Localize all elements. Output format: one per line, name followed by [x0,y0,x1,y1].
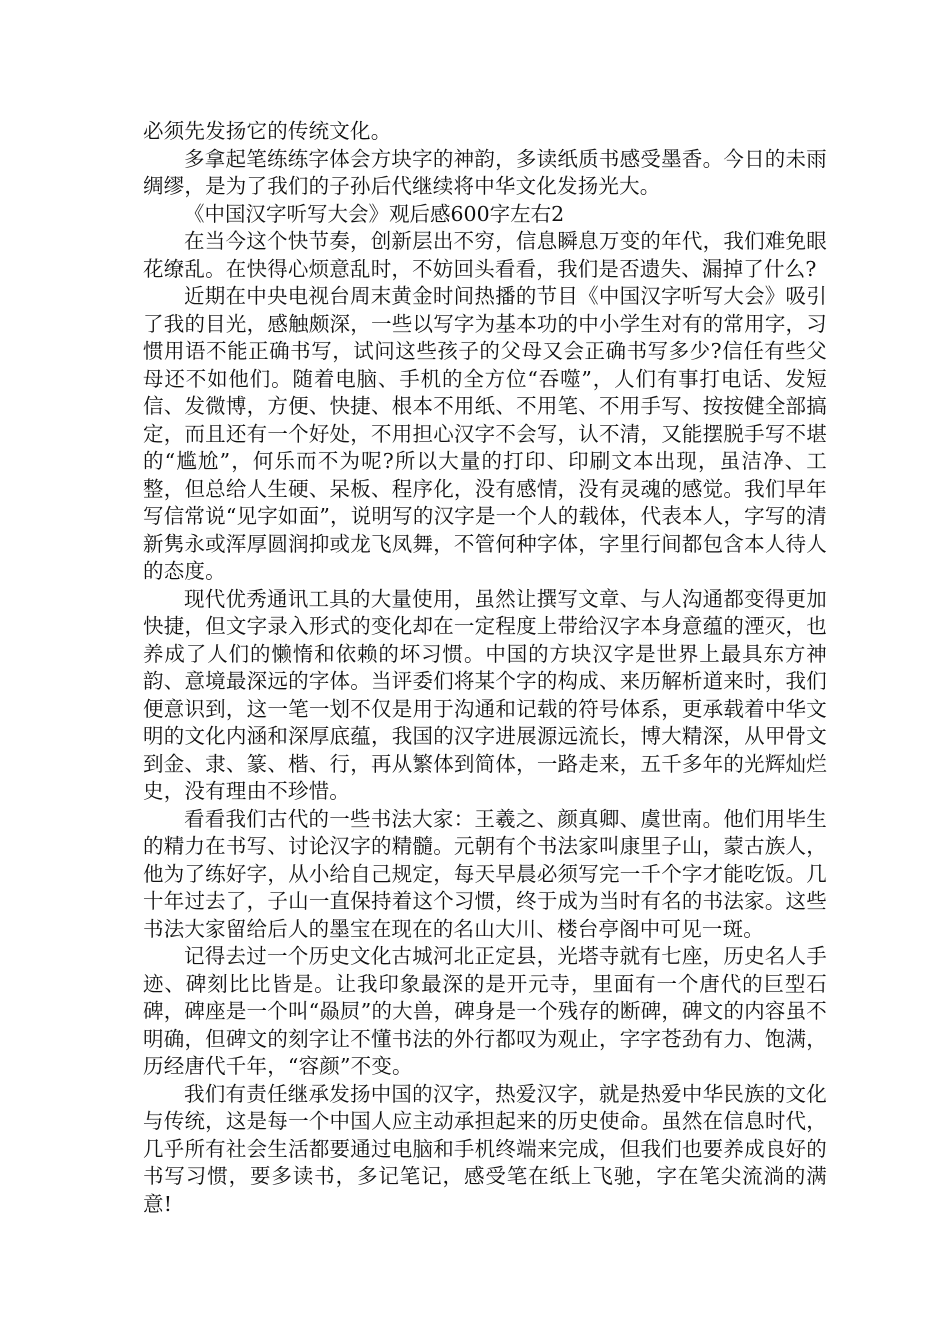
paragraph-1: 必须先发扬它的传统文化。 [143,119,392,143]
paragraph-8: 我们有责任继承发扬中国的汉字，热爱汉字，就是热爱中华民族的文化与传统，这是每一个中国人应主动承担起来的历史使命。虽然在信息时代，几乎所有社会生活都要通过电脑和手机终端来完成，但我们也要养成良好的书写习惯，要多读书，多记笔记，感受笔在纸上飞驰，字在笔尖流淌的满意! [143,1081,827,1216]
section-title: 《中国汉字听写大会》观后感600字左右2 [184,201,565,226]
paragraph-5: 现代优秀通讯工具的大量使用，虽然让撰写文章、与人沟通都变得更加快捷，但文字录入形式的变化却在一定程度上带给汉字本身意蕴的湮灭，也养成了人们的懒惰和依赖的坏习惯。中国的方块汉字是世界上最具东方神韵、意境最深远的字体。当评委们将某个字的构成、来历解析道来时，我们便意识到，这一笔一划不仅是用于沟通和记载的符号体系，更承载着中华文明的文化内涵和深厚底蕴，我国的汉字进展源远流长，博大精深，从甲骨文到金、隶、篆、楷、行，再从繁体到简体，一路走来，五千多年的光辉灿烂史，没有理由不珍惜。 [143,586,827,803]
document-page [143,118,827,1218]
paragraph-6: 看看我们古代的一些书法大家：王羲之、颜真卿、虞世南。他们用毕生的精力在书写、讨论汉字的精髓。元朝有个书法家叫康里子山，蒙古族人，他为了练好字，从小给自己规定，每天早晨必须写完一千个字才能吃饭。几十年过去了，子山一直保持着这个习惯，终于成为当时有名的书法家。这些书法大家留给后人的墨宝在现在的名山大川、楼台亭阁中可见一斑。 [143,806,827,941]
paragraph-2: 多拿起笔练练字体会方块字的神韵，多读纸质书感受墨香。今日的未雨绸缪，是为了我们的子孙后代继续将中华文化发扬光大。 [143,146,827,198]
paragraph-3: 在当今这个快节奏，创新层出不穷，信息瞬息万变的年代，我们难免眼花缭乱。在快得心烦意乱时，不妨回头看看，我们是否遗失、漏掉了什么? [143,229,827,281]
paragraph-4: 近期在中央电视台周末黄金时间热播的节目《中国汉字听写大会》吸引了我的目光，感触颇深，一些以写字为基本功的中小学生对有的常用字，习惯用语不能正确书写，试问这些孩子的父母又会正确书写多少?信任有些父母还不如他们。随着电脑、手机的全方位“吞噬”，人们有事打电话、发短信、发微博，方便、快捷、根本不用纸、不用笔、不用手写、按按健全部搞定，而且还有一个好处，不用担心汉字不会写，认不清，又能摆脱手写不堪的“尴尬”，何乐而不为呢?所以大量的打印、印刷文本出现，虽洁净、工整，但总给人生硬、呆板、程序化，没有感情，没有灵魂的感觉。我们早年写信常说“见字如面”，说明写的汉字是一个人的载体，代表本人，字写的清新隽永或浑厚圆润抑或龙飞凤舞，不管何种字体，字里行间都包含本人待人的态度。 [143,284,827,583]
paragraph-7: 记得去过一个历史文化古城河北正定县，光塔寺就有七座，历史名人手迹、碑刻比比皆是。让我印象最深的是开元寺，里面有一个唐代的巨型石碑，碑座是一个叫“赑屃”的大兽，碑身是一个残存的断碑，碑文的内容虽不明确，但碑文的刻字让不懂书法的外行都叹为观止，字字苍劲有力、饱满，历经唐代千年，“容颜”不变。 [143,944,827,1078]
